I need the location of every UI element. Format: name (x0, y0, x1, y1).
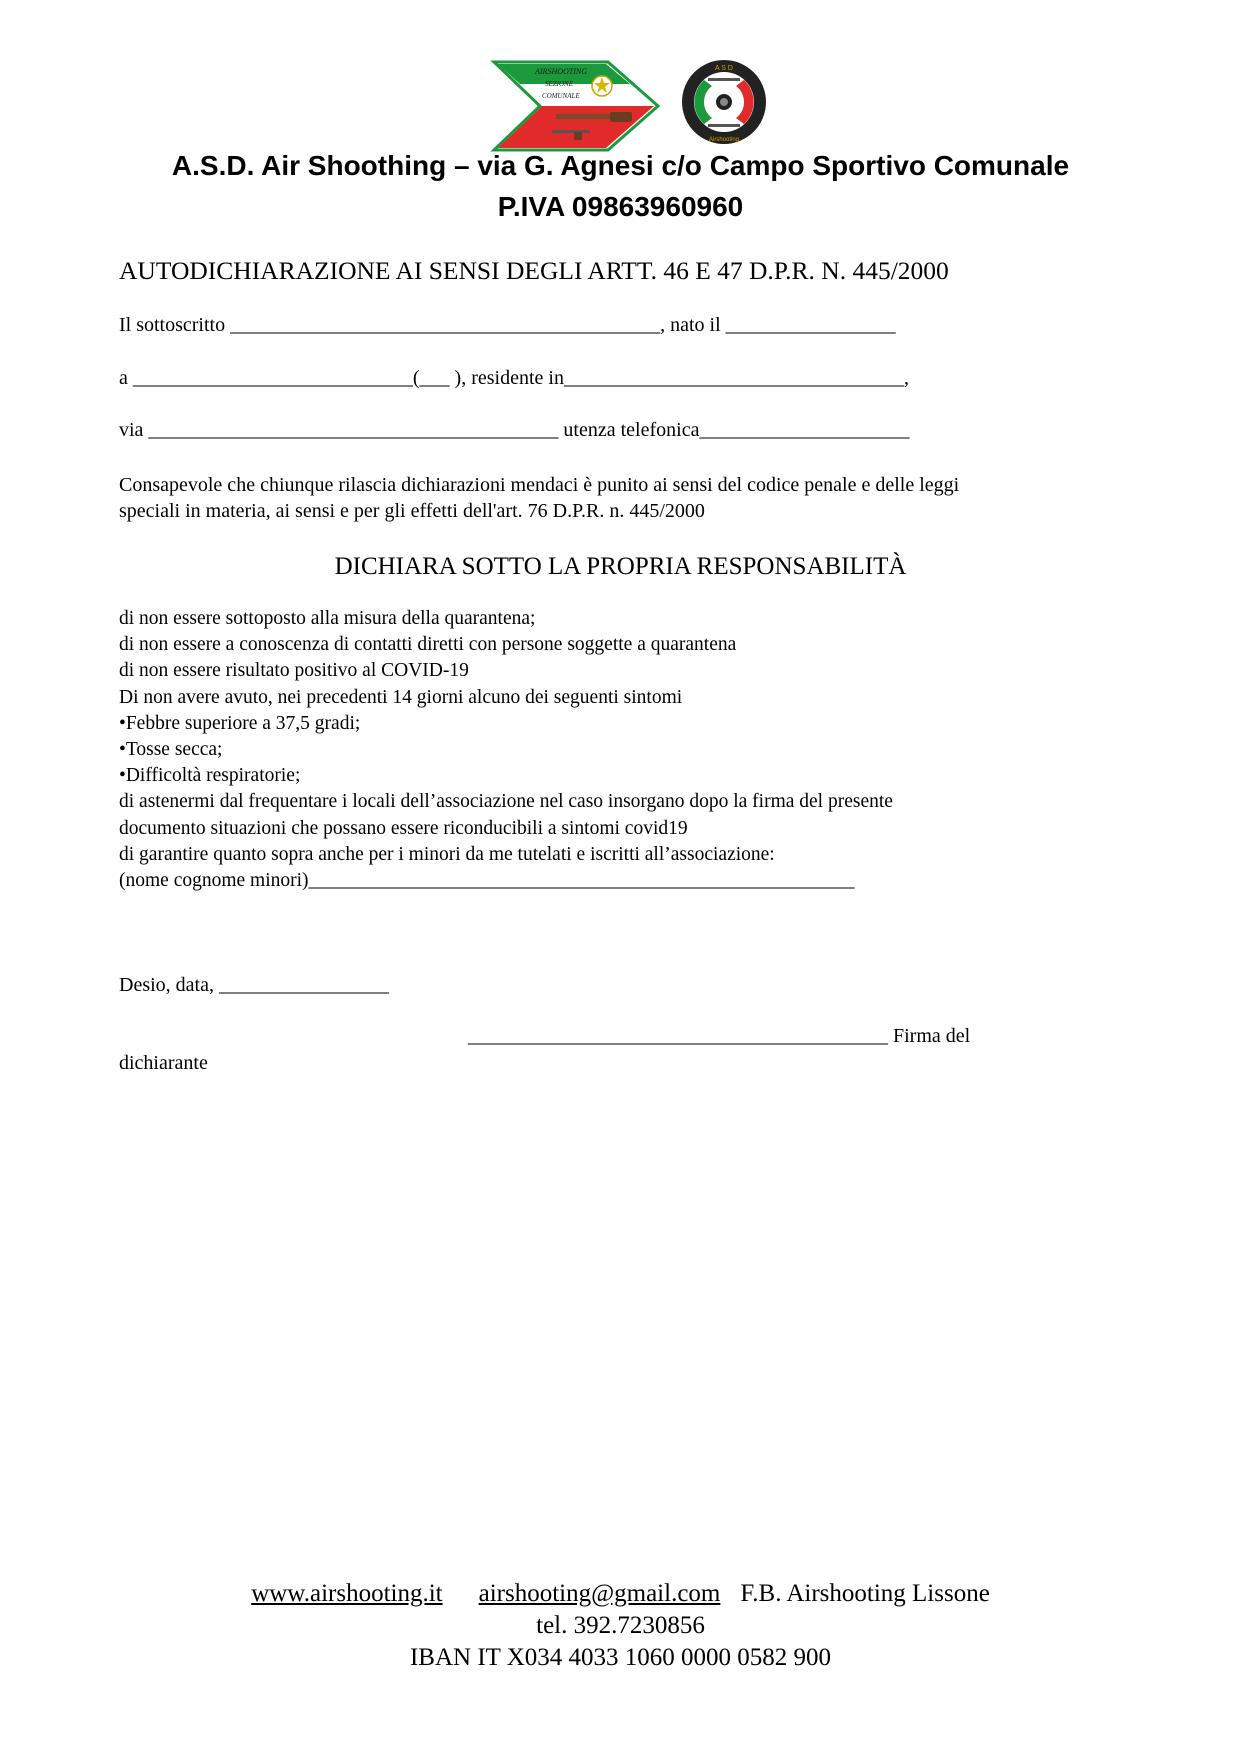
association-header: A.S.D. Air Shoothing – via G. Agnesi c/o Campo Sportivo Comunale (171, 150, 1070, 181)
consapevole-line-1: Consapevole che chiunque rilascia dichiarazioni mendaci è punito ai sensi del codice penale e delle leggi (119, 474, 960, 496)
date-field[interactable]: Desio, data, _________________ (119, 974, 389, 996)
declaration-item: documento situazioni che possano essere riconducibili a sintomi covid19 (119, 817, 688, 839)
svg-text:COMUNALE: COMUNALE (542, 92, 580, 100)
minors-name-field[interactable]: (nome cognome minori)________________________________________________________ (119, 870, 855, 892)
svg-text:AIRSHOOTING: AIRSHOOTING (535, 67, 587, 76)
declaration-item: Di non avere avuto, nei precedenti 14 giorni alcuno dei seguenti sintomi (119, 686, 683, 708)
document-title: AUTODICHIARAZIONE AI SENSI DEGLI ARTT. 46 E 47 D.P.R. N. 445/2000 (119, 256, 949, 285)
declarations-list (119, 606, 893, 894)
signature-field[interactable]: __________________________________________ Firma del (468, 1025, 971, 1047)
footer-phone: tel. 392.7230856 (536, 1612, 705, 1639)
form-line-residence[interactable]: a ____________________________(___ ), residente in__________________________________, (119, 367, 909, 389)
symptom-item: •Difficoltà respiratorie; (119, 765, 301, 787)
vat-number: P.IVA 09863960960 (497, 191, 744, 222)
facebook-label: F.B. Airshooting Lissone (740, 1580, 990, 1607)
declaration-item: di non essere a conoscenza di contatti diretti con persone soggette a quarantena (119, 634, 737, 656)
airshooting-sezione-logo (494, 62, 658, 150)
form-line-name[interactable]: Il sottoscritto ___________________________________________, nato il _________________ (119, 314, 896, 336)
association-logos (490, 58, 790, 156)
form-line-address[interactable]: via _________________________________________ utenza telefonica_____________________ (119, 419, 910, 441)
footer-iban: IBAN IT X034 4033 1060 0000 0582 900 (409, 1644, 832, 1671)
symptom-item: •Febbre superiore a 37,5 gradi; (119, 712, 361, 734)
declaration-item: di astenermi dal frequentare i locali dell’associazione nel caso insorgano dopo la firma del presente (119, 791, 893, 813)
website-link[interactable]: www.airshooting.it (251, 1580, 443, 1607)
email-link[interactable]: airshooting@gmail.com (478, 1580, 721, 1607)
svg-text:A S D: A S D (715, 65, 733, 72)
declaration-item: di garantire quanto sopra anche per i minori da me tutelati e iscritti all’associazione: (119, 843, 775, 865)
consapevole-line-2: speciali in materia, ai sensi e per gli effetti dell'art. 76 D.P.R. n. 445/2000 (119, 500, 705, 522)
declaration-item: di non essere risultato positivo al COVID-19 (119, 660, 469, 682)
signature-label-cont: dichiarante (119, 1052, 208, 1074)
svg-text:SEZIONE: SEZIONE (545, 80, 573, 88)
declaration-item: di non essere sottoposto alla misura della quarantena; (119, 608, 536, 629)
asd-round-emblem (682, 60, 766, 144)
svg-text:Airshooting: Airshooting (708, 137, 740, 143)
dichiara-heading: DICHIARA SOTTO LA PROPRIA RESPONSABILITÀ (334, 553, 907, 580)
footer-contacts (0, 1580, 1241, 1608)
symptom-item: •Tosse secca; (119, 739, 223, 761)
